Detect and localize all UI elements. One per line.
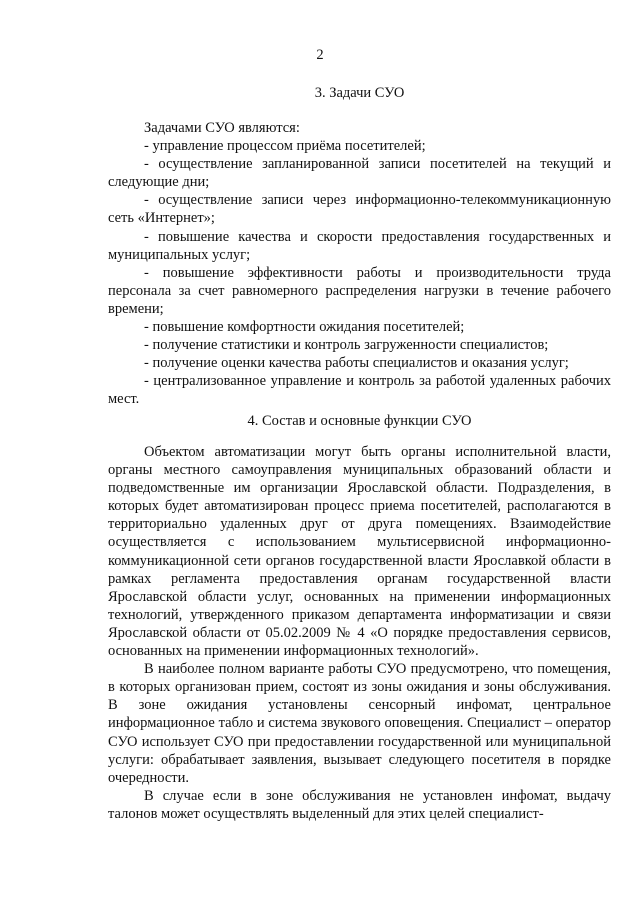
body-paragraph: В случае если в зоне обслуживания не установлен инфомат, выдачу талонов может осуществлять выделенный для этих целей специалист-	[108, 787, 611, 822]
task-item: - осуществление записи через информационно-телекоммуникационную сеть «Интернет»;	[108, 192, 611, 227]
section-3-body	[108, 119, 611, 409]
body-paragraph: В наиболее полном варианте работы СУО предусмотрено, что помещения, в которых организован прием, состоят из зоны ожидания и зоны обслуживания. В зоне ожидания установлены сенсорный инфомат, центральное информационное табло и система звукового оповещения. Специалист – оператор СУО использует СУО при предоставлении государственной или муниципальной услуги: обрабатывает заявления, вызывает следующего посетителя в порядке очередности.	[108, 661, 611, 786]
section-4-heading: 4. Состав и основные функции СУО	[247, 413, 472, 429]
task-item: - получение оценки качества работы специалистов и оказания услуг;	[144, 355, 569, 372]
task-item: - повышение качества и скорости предоставления государственных и муниципальных услуг;	[108, 228, 611, 263]
section-4-body	[108, 443, 611, 823]
task-item: - повышение эффективности работы и производительности труда персонала за счет равномерного распределения нагрузки в течение рабочего времени;	[108, 264, 611, 317]
task-item: - централизованное управление и контроль за работой удаленных рабочих мест.	[108, 373, 611, 408]
task-item: - получение статистики и контроль загруженности специалистов;	[144, 337, 549, 354]
section-3-heading: 3. Задачи СУО	[314, 85, 405, 101]
task-item: - повышение комфортности ожидания посетителей;	[144, 319, 465, 336]
task-item: - управление процессом приёма посетителей;	[144, 138, 426, 155]
section-3-intro: Задачами СУО являются:	[144, 120, 300, 136]
page-number: 2	[316, 47, 324, 63]
body-paragraph: Объектом автоматизации могут быть органы исполнительной власти, органы местного самоуправления муниципальных образований области и подведомственные им организации Ярославской области. Подразделения, в которых будет автоматизирован процесс приема посетителей, располагаются в территориально удаленных друг от друга помещениях. Взаимодействие осуществляется с использованием мультисервисной информационно-коммуникационной сети органов государственной власти Ярославкой области в рамках регламента предоставления органам государственной власти Ярославской области услуг, основанных на применении информационных технологий, утвержденного приказом департамента информатизации и связи Ярославской области от 05.02.2009 № 4 «О порядке предоставления сервисов, основанных на применении информационных технологий».	[108, 444, 611, 660]
task-item: - осуществление запланированной записи посетителей на текущий и следующие дни;	[108, 156, 611, 191]
